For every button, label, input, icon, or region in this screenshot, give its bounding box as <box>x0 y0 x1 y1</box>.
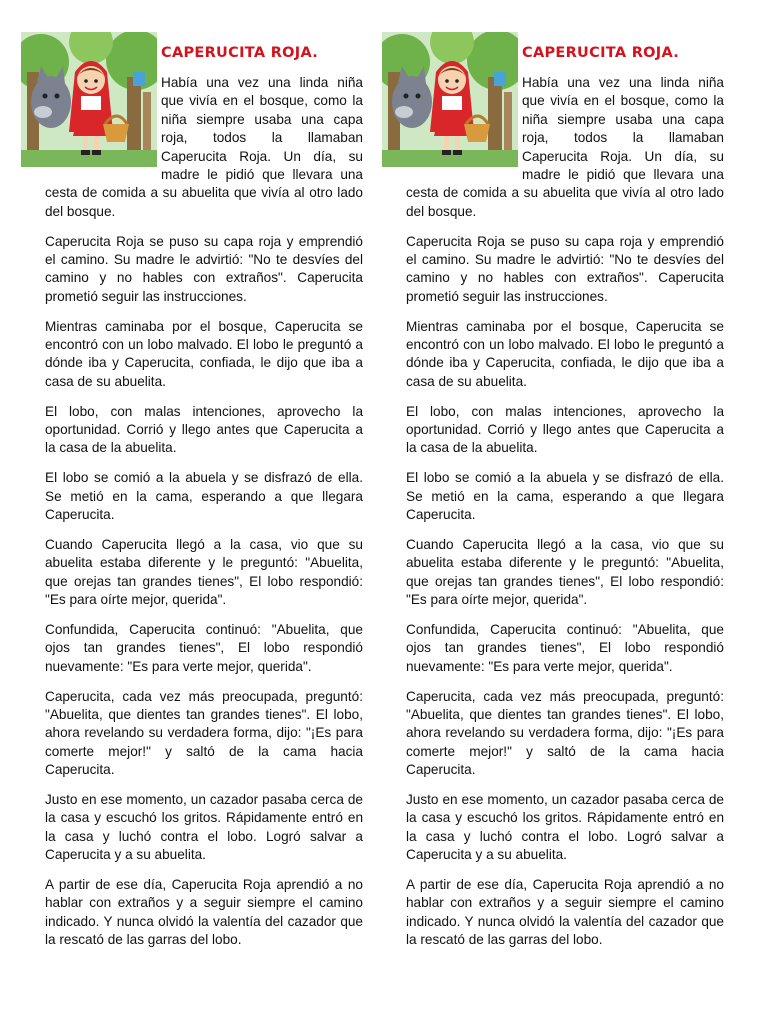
paragraph-7: Confundida, Caperucita continuó: "Abuelita, que ojos tan grandes tienes", El lobo respondió nuevamente: "Es para verte mejor, querida". <box>45 621 363 674</box>
paragraph-3: Mientras caminaba por el bosque, Caperucita se encontró con un lobo malvado. El lobo le preguntó a dónde iba y Caperucita, confiada, le dijo que iba a casa de su abuelita. <box>45 318 363 389</box>
paragraph-8: Caperucita, cada vez más preocupada, preguntó: "Abuelita, que dientes tan grandes tienes". El lobo, ahora revelando su verdadera forma, dijo: "¡Es para comerte mejor!" y saltó de la cama hacia Caperucita. <box>406 688 724 778</box>
paragraph-9: Justo en ese momento, un cazador pasaba cerca de la casa y escuchó los gritos. Rápidamente entró en la casa y luchó contra el lobo. Logró salvar a Caperucita y a su abuelita. <box>406 791 724 863</box>
paragraph-4: El lobo, con malas intenciones, aprovecho la oportunidad. Corrió y llego antes que Caperucita a la casa de la abuelita. <box>406 403 724 456</box>
paragraph-7: Confundida, Caperucita continuó: "Abuelita, que ojos tan grandes tienes", El lobo respondió nuevamente: "Es para verte mejor, querida". <box>406 621 724 674</box>
paragraph-6: Cuando Caperucita llegó a la casa, vio que su abuelita estaba diferente y le preguntó: "Abuelita, que orejas tan grandes tienes", El lobo respondió: "Es para oírte mejor, querida". <box>406 536 724 608</box>
red-riding-hood-illustration <box>21 32 157 167</box>
story-title: CAPERUCITA ROJA. <box>161 45 319 61</box>
story-column-left <box>45 28 363 961</box>
paragraph-5: El lobo se comió a la abuela y se disfrazó de ella. Se metió en la cama, esperando a que llegara Caperucita. <box>406 470 724 523</box>
paragraph-1: Había una vez una linda niña que vivía en el bosque, como la niña siempre usaba una capa roja, todos la llamaban Caperucita Roja. Un día, su madre le pidió que llevara una cesta de comida a su abuelita que vivía al otro lado del bosque. <box>406 75 724 219</box>
red-riding-hood-illustration <box>382 32 518 167</box>
paragraph-6: Cuando Caperucita llegó a la casa, vio que su abuelita estaba diferente y le preguntó: "Abuelita, que orejas tan grandes tienes", El lobo respondió: "Es para oírte mejor, querida". <box>45 536 363 608</box>
paragraph-10: A partir de ese día, Caperucita Roja aprendió a no hablar con extraños y a seguir siempre el camino indicado. Y nunca olvidó la valentía del cazador que la rescató de las garras del lobo. <box>45 876 363 948</box>
paragraph-1: Había una vez una linda niña que vivía en el bosque, como la niña siempre usaba una capa roja, todos la llamaban Caperucita Roja. Un día, su madre le pidió que llevara una cesta de comida a su abuelita que vivía al otro lado del bosque. <box>45 75 363 219</box>
paragraph-4: El lobo, con malas intenciones, aprovecho la oportunidad. Corrió y llego antes que Caperucita a la casa de la abuelita. <box>45 403 363 456</box>
story-column-right <box>406 28 724 961</box>
paragraph-9: Justo en ese momento, un cazador pasaba cerca de la casa y escuchó los gritos. Rápidamente entró en la casa y luchó contra el lobo. Logró salvar a Caperucita y a su abuelita. <box>45 791 363 863</box>
paragraph-10: A partir de ese día, Caperucita Roja aprendió a no hablar con extraños y a seguir siempre el camino indicado. Y nunca olvidó la valentía del cazador que la rescató de las garras del lobo. <box>406 876 724 948</box>
paragraph-5: El lobo se comió a la abuela y se disfrazó de ella. Se metió en la cama, esperando a que llegara Caperucita. <box>45 470 363 523</box>
paragraph-2: Caperucita Roja se puso su capa roja y emprendió el camino. Su madre le advirtió: "No te desvíes del camino y no hables con extraños". Caperucita prometió seguir las instrucciones. <box>45 233 363 304</box>
paragraph-3: Mientras caminaba por el bosque, Caperucita se encontró con un lobo malvado. El lobo le preguntó a dónde iba y Caperucita, confiada, le dijo que iba a casa de su abuelita. <box>406 318 724 389</box>
paragraph-2: Caperucita Roja se puso su capa roja y emprendió el camino. Su madre le advirtió: "No te desvíes del camino y no hables con extraños". Caperucita prometió seguir las instrucciones. <box>406 233 724 304</box>
story-title: CAPERUCITA ROJA. <box>522 45 680 61</box>
paragraph-8: Caperucita, cada vez más preocupada, preguntó: "Abuelita, que dientes tan grandes tienes". El lobo, ahora revelando su verdadera forma, dijo: "¡Es para comerte mejor!" y saltó de la cama hacia Caperucita. <box>45 688 363 778</box>
